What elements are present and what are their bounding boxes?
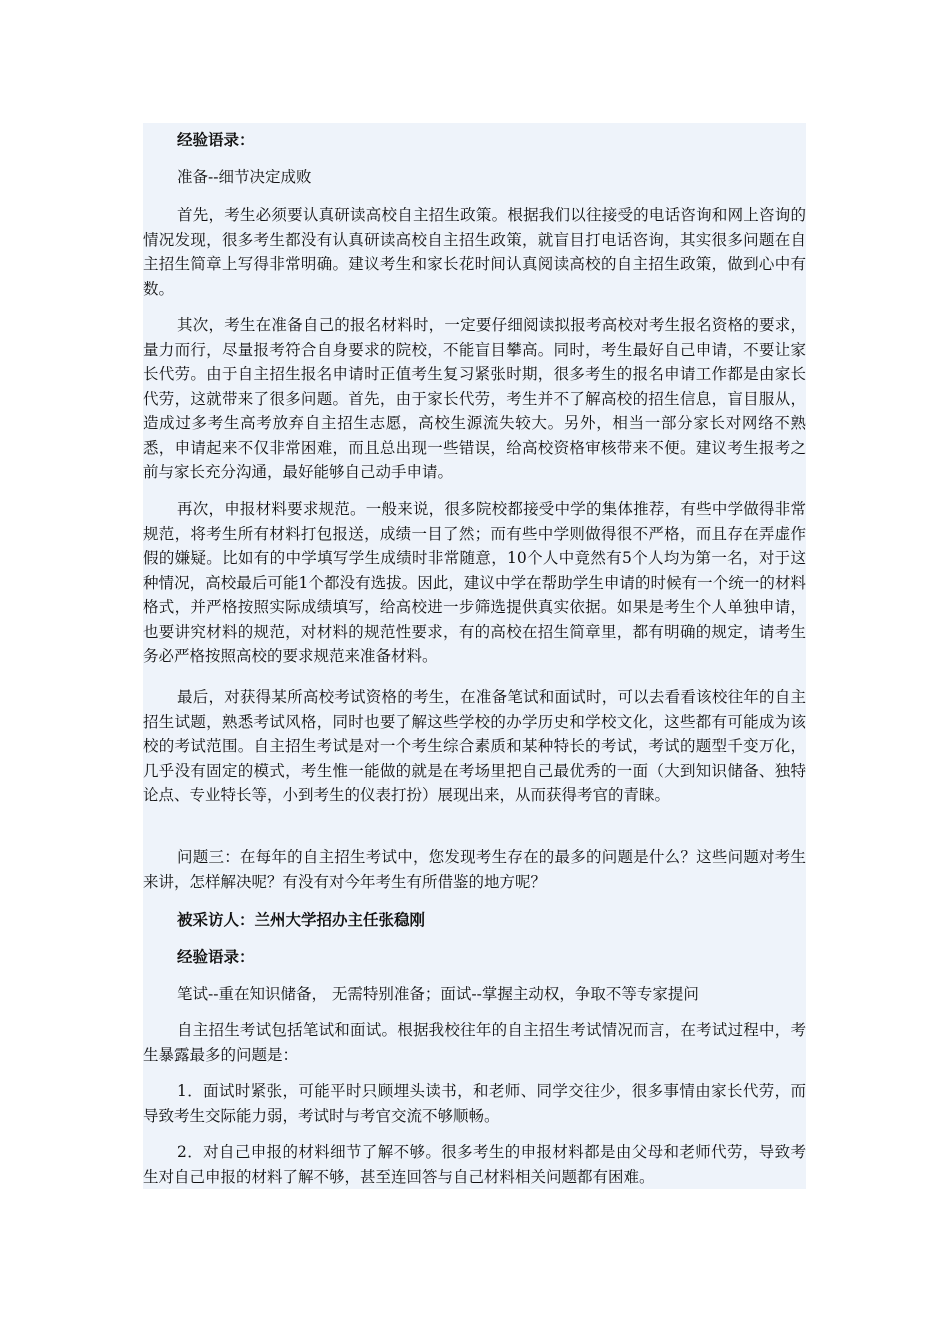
paragraph-fourth: 最后，对获得某所高校考试资格的考生，在准备笔试和面试时，可以去看看该校往年的自主招生试题，熟悉考试风格，同时也要了解这些学校的办学历史和学校文化，这些都有可能成为该校的考试范围。自主招生考试是对一个考生综合素质和某种特长的考试，考试的题型千变万化，几乎没有固定的模式，考生惟一能做的就是在考场里把自己最优秀的一面（大到知识储备、独特论点、专业特长等，小到考生的仪表打扮）展现出来，从而获得考官的青睐。: [143, 688, 806, 804]
paragraph-second: 其次，考生在准备自己的报名材料时，一定要仔细阅读拟报考高校对考生报名资格的要求，量力而行，尽量报考符合自身要求的院校，不能盲目攀高。同时，考生最好自己申请，不要让家长代劳。由于自主招生报名申请时正值考生复习紧张时期，很多考生的报名申请工作都是由家长代劳，这就带来了很多问题。首先，由于家长代劳，考生并不了解高校的招生信息，盲目服从，造成过多考生高考放弃自主招生志愿，高校生源流失较大。另外，相当一部分家长对网络不熟悉，申请起来不仅非常困难，而且总出现一些错误，给高校资格审核带来不便。建议考生报考之前与家长充分沟通，最好能够自己动手申请。: [143, 316, 806, 481]
list-item-1: 1．面试时紧张，可能平时只顾埋头读书，和老师、同学交往少，很多事情由家长代劳，而导致考生交际能力弱，考试时与考官交流不够顺畅。: [143, 1082, 806, 1125]
heading-experience-quote: 经验语录：: [177, 130, 255, 149]
interviewee-line: 被采访人：兰州大学招办主任张稳刚: [177, 910, 426, 929]
paragraph-third: 再次，申报材料要求规范。一般来说，很多院校都接受中学的集体推荐，有些中学做得非常规范，将考生所有材料打包报送，成绩一目了然；而有些中学则做得很不严格，而且存在弄虚作假的嫌疑。比如有的中学填写学生成绩时非常随意，10个人中竟然有5个人均为第一名，对于这种情况，高校最后可能1个都没有选拔。因此，建议中学在帮助学生申请的时候有一个统一的材料格式，并严格按照实际成绩填写，给高校进一步筛选提供真实依据。如果是考生个人单独申请，也要讲究材料的规范，对材料的规范性要求，有的高校在招生简章里，都有明确的规定，请考生务必严格按照高校的要求规范来准备材料。: [143, 500, 806, 665]
paragraph-first: 首先，考生必须要认真研读高校自主招生政策。根据我们以往接受的电话咨询和网上咨询的情况发现，很多考生都没有认真研读高校自主招生政策，就盲目打电话咨询，其实很多问题在自主招生简章上写得非常明确。建议考生和家长花时间认真阅读高校的自主招生政策，做到心中有数。: [143, 206, 806, 298]
list-item-2: 2．对自己申报的材料细节了解不够。很多考生的申报材料都是由父母和老师代劳，导致考生对自己申报的材料了解不够，甚至连回答与自己材料相关问题都有困难。: [143, 1143, 806, 1186]
question-three: 问题三：在每年的自主招生考试中，您发现考生存在的最多的问题是什么？这些问题对考生来讲，怎样解决呢？有没有对今年考生有所借鉴的地方呢？: [143, 848, 806, 891]
subheading-exam-tips: 笔试--重在知识储备， 无需特别准备；面试--掌握主动权，争取不等专家提问: [177, 985, 699, 1003]
paragraph-exam-intro: 自主招生考试包括笔试和面试。根据我校往年的自主招生考试情况而言，在考试过程中，考生暴露最多的问题是：: [143, 1021, 806, 1064]
heading-experience-quote-2: 经验语录：: [177, 947, 255, 966]
subheading-preparation: 准备--细节决定成败: [177, 168, 312, 186]
